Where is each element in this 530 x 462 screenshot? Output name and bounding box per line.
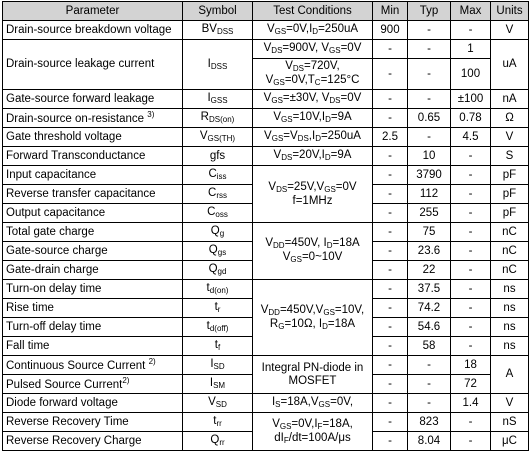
- condition-cell: $V_{DS}=25V,V_{GS}=0V$ f=1MHz: [253, 166, 373, 223]
- typ-cell: -: [408, 128, 451, 147]
- table-row: [3, 40, 529, 59]
- symbol-cell: $t_{d(off)}$: [183, 318, 253, 337]
- param-cell: Fall time: [3, 337, 183, 356]
- header-typ: Typ: [408, 2, 451, 21]
- param-cell: Continuous Source Current $^{2)}$: [3, 356, 183, 375]
- typ-cell: 3790: [408, 166, 451, 185]
- param-cell: Reverse Recovery Charge: [3, 432, 183, 451]
- table-row: [3, 356, 529, 375]
- table-row: [3, 280, 529, 299]
- typ-cell: -: [408, 394, 451, 413]
- param-cell: Total gate charge: [3, 223, 183, 242]
- condition-cell: Integral PN-diode in MOSFET: [253, 356, 373, 394]
- min-cell: -: [373, 40, 408, 59]
- param-cell: Drain-source breakdown voltage: [3, 21, 183, 40]
- condition-cell: $V_{GS}=0V,I_D=250uA$: [253, 21, 373, 40]
- symbol-cell: $Q_{gs}$: [183, 242, 253, 261]
- param-cell: Diode forward voltage: [3, 394, 183, 413]
- unit-cell: nS: [491, 413, 529, 432]
- max-cell: -: [451, 337, 491, 356]
- header-test-conditions: Test Conditions: [253, 2, 373, 21]
- unit-cell: S: [491, 147, 529, 166]
- table-row: [3, 223, 529, 242]
- symbol-cell: $t_{rr}$: [183, 413, 253, 432]
- max-cell: -: [451, 21, 491, 40]
- max-cell: 1: [451, 40, 491, 59]
- unit-cell: ns: [491, 299, 529, 318]
- typ-cell: 75: [408, 223, 451, 242]
- typ-cell: 8.04: [408, 432, 451, 451]
- table-row: [3, 394, 529, 413]
- table-row: [3, 147, 529, 166]
- typ-cell: -: [408, 59, 451, 90]
- unit-cell: ns: [491, 318, 529, 337]
- max-cell: 72: [451, 375, 491, 394]
- unit-cell: pF: [491, 185, 529, 204]
- symbol-cell: $t_{d(on)}$: [183, 280, 253, 299]
- symbol-cell: $I_{SD}$: [183, 356, 253, 375]
- min-cell: -: [373, 394, 408, 413]
- unit-cell: ns: [491, 337, 529, 356]
- min-cell: -: [373, 432, 408, 451]
- param-cell: Gate-source charge: [3, 242, 183, 261]
- unit-cell: ns: [491, 280, 529, 299]
- max-cell: 1.4: [451, 394, 491, 413]
- unit-cell: V: [491, 394, 529, 413]
- symbol-cell: $V_{GS(TH)}$: [183, 128, 253, 147]
- min-cell: -: [373, 356, 408, 375]
- max-cell: 18: [451, 356, 491, 375]
- max-cell: -: [451, 242, 491, 261]
- symbol-cell: $C_{rss}$: [183, 185, 253, 204]
- header-min: Min: [373, 2, 408, 21]
- typ-cell: 37.5: [408, 280, 451, 299]
- min-cell: -: [373, 299, 408, 318]
- typ-cell: 112: [408, 185, 451, 204]
- max-cell: 0.78: [451, 109, 491, 128]
- unit-cell: nA: [491, 90, 529, 109]
- unit-cell: nC: [491, 261, 529, 280]
- min-cell: -: [373, 280, 408, 299]
- param-cell: Reverse transfer capacitance: [3, 185, 183, 204]
- min-cell: -: [373, 375, 408, 394]
- typ-cell: 0.65: [408, 109, 451, 128]
- min-cell: 900: [373, 21, 408, 40]
- unit-cell: nC: [491, 223, 529, 242]
- max-cell: -: [451, 261, 491, 280]
- unit-cell: pF: [491, 204, 529, 223]
- max-cell: -: [451, 147, 491, 166]
- min-cell: -: [373, 261, 408, 280]
- typ-cell: -: [408, 90, 451, 109]
- typ-cell: 23.6: [408, 242, 451, 261]
- max-cell: -: [451, 318, 491, 337]
- param-cell: Forward Transconductance: [3, 147, 183, 166]
- min-cell: -: [373, 185, 408, 204]
- unit-cell: pF: [491, 166, 529, 185]
- param-cell: Gate threshold voltage: [3, 128, 183, 147]
- typ-cell: 54.6: [408, 318, 451, 337]
- symbol-cell: $R_{DS(on)}$: [183, 109, 253, 128]
- condition-cell: $I_S=18A,V_{GS}=0V$,: [253, 394, 373, 413]
- typ-cell: -: [408, 40, 451, 59]
- unit-cell: uA: [491, 40, 529, 90]
- min-cell: -: [373, 242, 408, 261]
- symbol-cell: $BV_{DSS}$: [183, 21, 253, 40]
- header-parameter: Parameter: [3, 2, 183, 21]
- param-cell: Turn-off delay time: [3, 318, 183, 337]
- max-cell: -: [451, 223, 491, 242]
- param-cell: Drain-source on-resistance $^{3)}$: [3, 109, 183, 128]
- unit-cell: V: [491, 128, 529, 147]
- min-cell: -: [373, 318, 408, 337]
- unit-cell: Ω: [491, 109, 529, 128]
- symbol-cell: $I_{SM}$: [183, 375, 253, 394]
- electrical-characteristics-table: [2, 1, 529, 451]
- max-cell: -: [451, 204, 491, 223]
- max-cell: ±100: [451, 90, 491, 109]
- symbol-cell: $I_{GSS}$: [183, 90, 253, 109]
- table-row: [3, 166, 529, 185]
- symbol-cell: $t_f$: [183, 337, 253, 356]
- typ-cell: -: [408, 21, 451, 40]
- max-cell: 4.5: [451, 128, 491, 147]
- min-cell: -: [373, 204, 408, 223]
- typ-cell: 255: [408, 204, 451, 223]
- min-cell: -: [373, 223, 408, 242]
- symbol-cell: $Q_{gd}$: [183, 261, 253, 280]
- param-cell: Output capacitance: [3, 204, 183, 223]
- param-cell: Input capacitance: [3, 166, 183, 185]
- condition-cell: $V_{DS}=20V,I_D=9A$: [253, 147, 373, 166]
- max-cell: -: [451, 432, 491, 451]
- typ-cell: 823: [408, 413, 451, 432]
- condition-cell: $V_{GS}=10V,I_D=9A$: [253, 109, 373, 128]
- param-cell: Gate-source forward leakage: [3, 90, 183, 109]
- min-cell: -: [373, 109, 408, 128]
- max-cell: -: [451, 280, 491, 299]
- typ-cell: -: [408, 356, 451, 375]
- param-cell: Gate-drain charge: [3, 261, 183, 280]
- unit-cell: nC: [491, 242, 529, 261]
- param-cell: Turn-on delay time: [3, 280, 183, 299]
- symbol-cell: gfs: [183, 147, 253, 166]
- condition-cell: $V_{DS}=720V$, $V_{GS}=0V,T_C=125^\circ C$: [253, 59, 373, 90]
- param-cell: Reverse Recovery Time: [3, 413, 183, 432]
- symbol-cell: $C_{iss}$: [183, 166, 253, 185]
- condition-cell: $V_{GS}=0V,I_F=18A$, $dI_F/dt=100A/\mu s$: [253, 413, 373, 451]
- max-cell: 100: [451, 59, 491, 90]
- unit-cell: V: [491, 21, 529, 40]
- table-row: [3, 109, 529, 128]
- symbol-cell: $V_{SD}$: [183, 394, 253, 413]
- condition-cell: $V_{DS}=900V$, $V_{GS}=0V$: [253, 40, 373, 59]
- min-cell: -: [373, 147, 408, 166]
- table-row: [3, 413, 529, 432]
- min-cell: -: [373, 413, 408, 432]
- max-cell: -: [451, 299, 491, 318]
- min-cell: -: [373, 166, 408, 185]
- typ-cell: -: [408, 375, 451, 394]
- min-cell: -: [373, 59, 408, 90]
- typ-cell: 74.2: [408, 299, 451, 318]
- typ-cell: 10: [408, 147, 451, 166]
- header-units: Units: [491, 2, 529, 21]
- condition-cell: $V_{GS}=V_{DS},I_D=250uA$: [253, 128, 373, 147]
- max-cell: -: [451, 166, 491, 185]
- max-cell: -: [451, 413, 491, 432]
- header-row: [3, 2, 529, 21]
- typ-cell: 22: [408, 261, 451, 280]
- param-cell: Pulsed Source Current$^{2)}$: [3, 375, 183, 394]
- typ-cell: 58: [408, 337, 451, 356]
- param-cell: Drain-source leakage current: [3, 40, 183, 90]
- unit-cell: μC: [491, 432, 529, 451]
- header-max: Max: [451, 2, 491, 21]
- table-row: [3, 128, 529, 147]
- condition-cell: $V_{DD}=450V$, $I_D=18A$ $V_{GS}=0\sim 10V$: [253, 223, 373, 280]
- symbol-cell: $t_r$: [183, 299, 253, 318]
- condition-cell: $V_{DD}=450V,V_{GS}=10V$, $R_G=10\Omega$, $I_D=18A$: [253, 280, 373, 356]
- table-row: [3, 21, 529, 40]
- max-cell: -: [451, 185, 491, 204]
- unit-cell: A: [491, 356, 529, 394]
- min-cell: 2.5: [373, 128, 408, 147]
- table-row: [3, 90, 529, 109]
- param-cell: Rise time: [3, 299, 183, 318]
- min-cell: -: [373, 337, 408, 356]
- symbol-cell: $C_{oss}$: [183, 204, 253, 223]
- symbol-cell: $Q_{rr}$: [183, 432, 253, 451]
- min-cell: -: [373, 90, 408, 109]
- symbol-cell: $Q_g$: [183, 223, 253, 242]
- header-symbol: Symbol: [183, 2, 253, 21]
- condition-cell: $V_{GS}=\pm 30V$, $V_{DS}=0V$: [253, 90, 373, 109]
- symbol-cell: $I_{DSS}$: [183, 40, 253, 90]
